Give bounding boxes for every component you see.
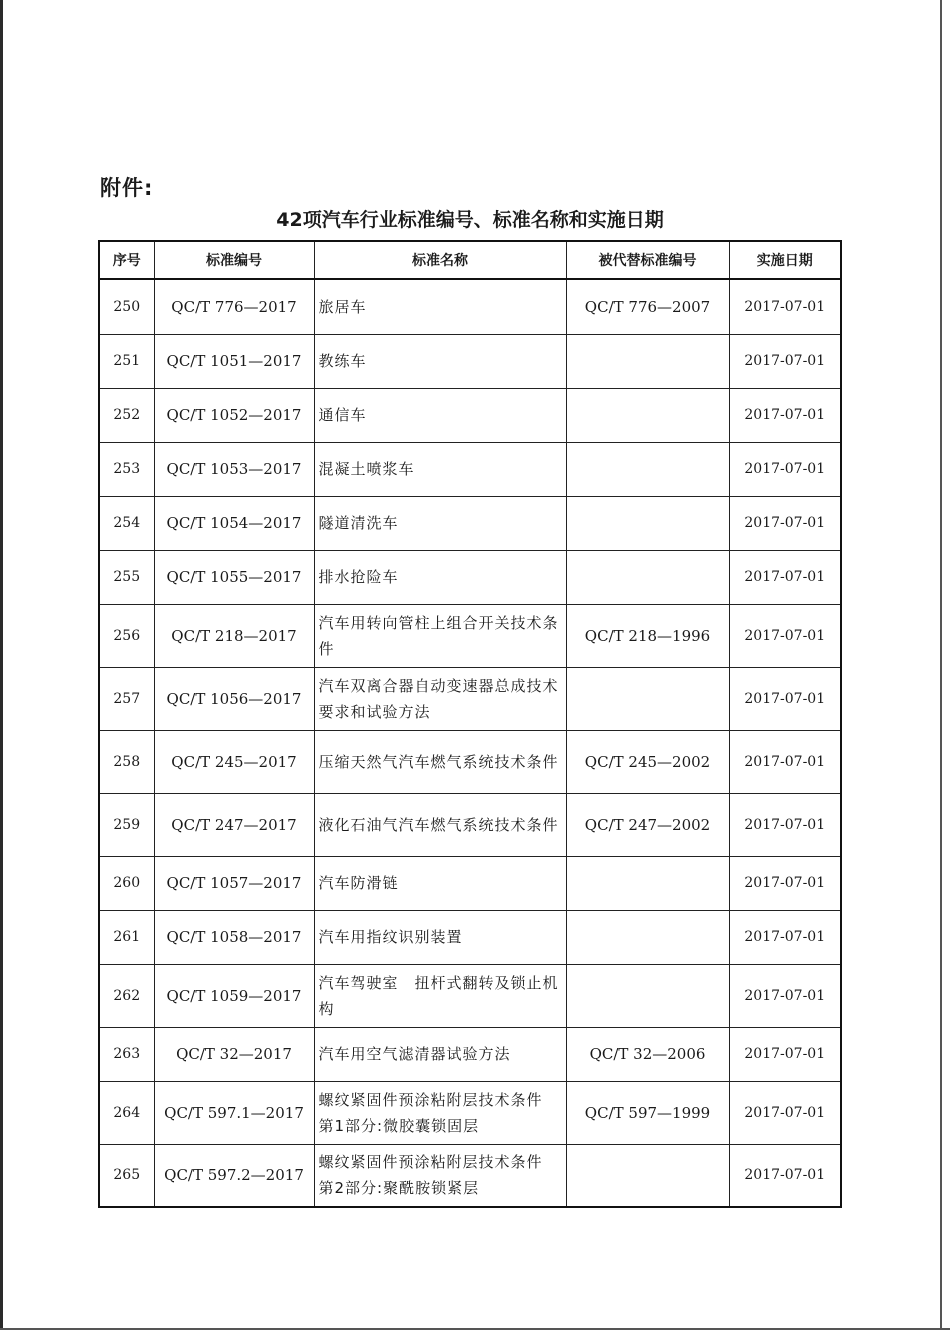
cell-replaced: QC/T 245—2002 (566, 730, 729, 793)
cell-name: 旅居车 (314, 279, 566, 334)
cell-name: 压缩天然气汽车燃气系统技术条件 (314, 730, 566, 793)
cell-date: 2017-07-01 (729, 442, 841, 496)
table-row (99, 388, 841, 442)
cell-replaced: QC/T 218—1996 (566, 604, 729, 667)
cell-seq: 256 (99, 604, 154, 667)
cell-date: 2017-07-01 (729, 550, 841, 604)
cell-replaced: QC/T 247—2002 (566, 793, 729, 856)
cell-code: QC/T 776—2017 (154, 279, 314, 334)
cell-code: QC/T 1057—2017 (154, 856, 314, 910)
cell-seq: 259 (99, 793, 154, 856)
table-row (99, 604, 841, 667)
cell-date: 2017-07-01 (729, 1144, 841, 1207)
cell-code: QC/T 1052—2017 (154, 388, 314, 442)
cell-seq: 251 (99, 334, 154, 388)
page-edge-right (940, 0, 942, 1330)
cell-replaced (566, 334, 729, 388)
cell-date: 2017-07-01 (729, 730, 841, 793)
table-row (99, 442, 841, 496)
cell-code: QC/T 1058—2017 (154, 910, 314, 964)
cell-code: QC/T 597.2—2017 (154, 1144, 314, 1207)
table-row (99, 1144, 841, 1207)
cell-name: 汽车用转向管柱上组合开关技术条件 (314, 604, 566, 667)
cell-replaced (566, 388, 729, 442)
attachment-label: 附件: (100, 176, 154, 200)
table-row (99, 730, 841, 793)
cell-name: 排水抢险车 (314, 550, 566, 604)
cell-date: 2017-07-01 (729, 856, 841, 910)
cell-name: 螺纹紧固件预涂粘附层技术条件 第1部分:微胶囊锁固层 (314, 1081, 566, 1144)
header-date: 实施日期 (729, 241, 841, 279)
table-row (99, 1027, 841, 1081)
cell-seq: 263 (99, 1027, 154, 1081)
header-name: 标准名称 (314, 241, 566, 279)
cell-code: QC/T 1059—2017 (154, 964, 314, 1027)
table-header-row (99, 241, 841, 279)
cell-date: 2017-07-01 (729, 279, 841, 334)
cell-replaced (566, 442, 729, 496)
cell-code: QC/T 218—2017 (154, 604, 314, 667)
cell-code: QC/T 1055—2017 (154, 550, 314, 604)
cell-date: 2017-07-01 (729, 910, 841, 964)
cell-name: 螺纹紧固件预涂粘附层技术条件 第2部分:聚酰胺锁紧层 (314, 1144, 566, 1207)
cell-seq: 253 (99, 442, 154, 496)
cell-date: 2017-07-01 (729, 793, 841, 856)
cell-date: 2017-07-01 (729, 388, 841, 442)
cell-seq: 252 (99, 388, 154, 442)
cell-replaced (566, 1144, 729, 1207)
cell-name: 汽车防滑链 (314, 856, 566, 910)
cell-seq: 258 (99, 730, 154, 793)
cell-name: 汽车用指纹识别装置 (314, 910, 566, 964)
cell-name: 隧道清洗车 (314, 496, 566, 550)
table-row (99, 550, 841, 604)
table-row (99, 667, 841, 730)
cell-name: 汽车驾驶室 扭杆式翻转及锁止机构 (314, 964, 566, 1027)
table-row (99, 279, 841, 334)
cell-seq: 262 (99, 964, 154, 1027)
cell-seq: 264 (99, 1081, 154, 1144)
cell-name: 汽车双离合器自动变速器总成技术要求和试验方法 (314, 667, 566, 730)
cell-code: QC/T 1056—2017 (154, 667, 314, 730)
cell-date: 2017-07-01 (729, 1081, 841, 1144)
cell-code: QC/T 1051—2017 (154, 334, 314, 388)
cell-seq: 255 (99, 550, 154, 604)
standards-table (98, 240, 842, 1208)
cell-date: 2017-07-01 (729, 604, 841, 667)
cell-date: 2017-07-01 (729, 667, 841, 730)
cell-replaced: QC/T 597—1999 (566, 1081, 729, 1144)
table-row (99, 496, 841, 550)
cell-seq: 265 (99, 1144, 154, 1207)
cell-code: QC/T 597.1—2017 (154, 1081, 314, 1144)
table-row (99, 910, 841, 964)
cell-name: 混凝土喷浆车 (314, 442, 566, 496)
document-title: 42项汽车行业标准编号、标准名称和实施日期 (276, 209, 664, 231)
cell-replaced (566, 667, 729, 730)
cell-date: 2017-07-01 (729, 1027, 841, 1081)
header-code: 标准编号 (154, 241, 314, 279)
cell-name: 汽车用空气滤清器试验方法 (314, 1027, 566, 1081)
cell-replaced (566, 496, 729, 550)
cell-replaced (566, 964, 729, 1027)
cell-seq: 254 (99, 496, 154, 550)
cell-seq: 257 (99, 667, 154, 730)
cell-date: 2017-07-01 (729, 964, 841, 1027)
cell-seq: 261 (99, 910, 154, 964)
cell-seq: 260 (99, 856, 154, 910)
table-row (99, 964, 841, 1027)
cell-code: QC/T 247—2017 (154, 793, 314, 856)
cell-replaced (566, 550, 729, 604)
cell-name: 液化石油气汽车燃气系统技术条件 (314, 793, 566, 856)
table-row (99, 334, 841, 388)
cell-replaced (566, 910, 729, 964)
cell-name: 教练车 (314, 334, 566, 388)
cell-replaced: QC/T 32—2006 (566, 1027, 729, 1081)
cell-code: QC/T 1054—2017 (154, 496, 314, 550)
cell-date: 2017-07-01 (729, 496, 841, 550)
table-row (99, 1081, 841, 1144)
cell-replaced (566, 856, 729, 910)
header-replaced: 被代替标准编号 (566, 241, 729, 279)
table-row (99, 793, 841, 856)
header-seq: 序号 (99, 241, 154, 279)
cell-code: QC/T 32—2017 (154, 1027, 314, 1081)
cell-code: QC/T 1053—2017 (154, 442, 314, 496)
cell-replaced: QC/T 776—2007 (566, 279, 729, 334)
cell-seq: 250 (99, 279, 154, 334)
cell-date: 2017-07-01 (729, 334, 841, 388)
page-edge-left (0, 0, 3, 1330)
table-row (99, 856, 841, 910)
cell-name: 通信车 (314, 388, 566, 442)
cell-code: QC/T 245—2017 (154, 730, 314, 793)
